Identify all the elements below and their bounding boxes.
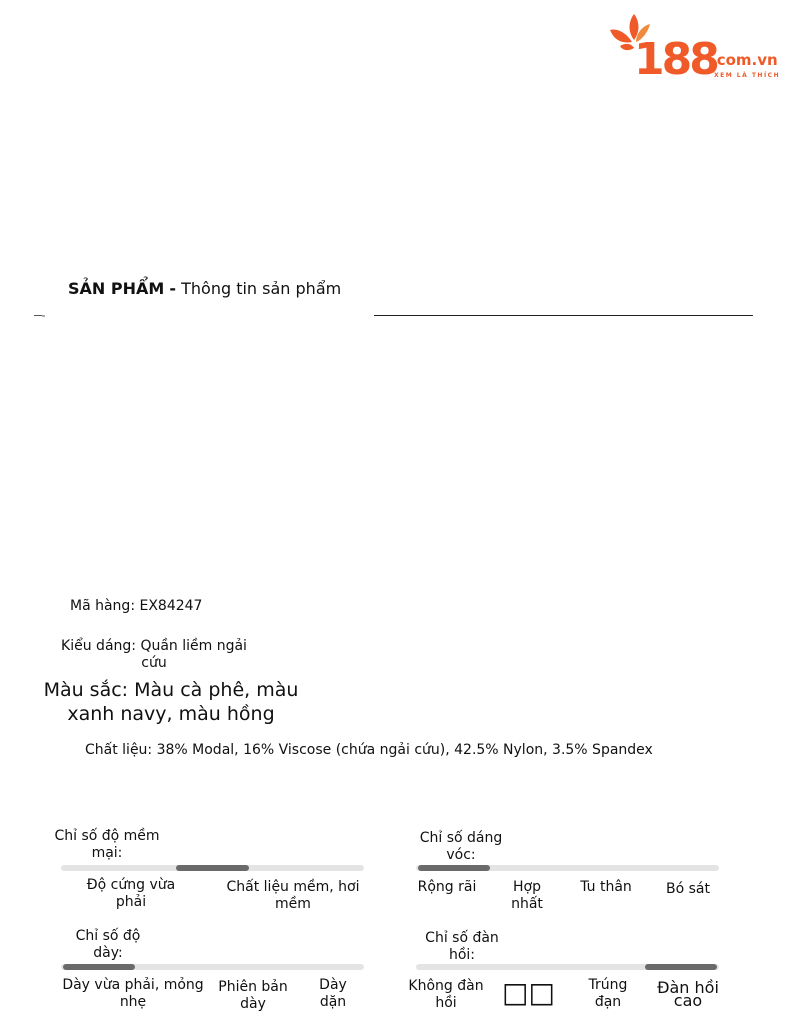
- elasticity-meter-track: [416, 964, 719, 970]
- elasticity-label-2: □□: [502, 976, 555, 1009]
- elasticity-meter-title: Chỉ số đàn hồi:: [425, 930, 499, 963]
- section-divider: [374, 315, 753, 316]
- softness-label-2: Chất liệu mềm, hơi mềm: [226, 879, 360, 912]
- elasticity-label-4: Đàn hồi cao: [657, 978, 719, 1010]
- site-logo[interactable]: [606, 12, 782, 84]
- section-marker-icon: [34, 314, 46, 317]
- thickness-meter-fill: [63, 964, 136, 970]
- elasticity-label-1: Không đàn hồi: [408, 978, 484, 1011]
- elasticity-meter-fill: [645, 964, 718, 970]
- fit-meter-fill: [418, 865, 491, 871]
- softness-meter-track: [61, 865, 364, 871]
- product-sku: Mã hàng: EX84247: [70, 598, 203, 614]
- softness-meter-title: Chỉ số độ mềm mại:: [54, 828, 160, 861]
- softness-label-1: Độ cứng vừa phải: [86, 877, 176, 910]
- thickness-meter-title: Chỉ số độ dày:: [75, 928, 141, 961]
- fit-label-3: Tu thân: [580, 879, 632, 895]
- fit-meter-title: Chỉ số dáng vóc:: [419, 830, 503, 863]
- thickness-label-1: Dày vừa phải, mỏng nhẹ: [62, 977, 204, 1010]
- section-separator: -: [169, 279, 177, 298]
- product-color: Màu sắc: Màu cà phê, màu xanh navy, màu hồng: [43, 679, 299, 725]
- product-material: Chất liệu: 38% Modal, 16% Viscose (chứa ngải cứu), 42.5% Nylon, 3.5% Spandex: [85, 742, 653, 758]
- logo-number: 188: [634, 34, 717, 85]
- section-heading: [68, 279, 341, 299]
- product-style: Kiểu dáng: Quần liềm ngải cứu: [61, 638, 247, 671]
- thickness-meter-track: [61, 964, 364, 970]
- fit-label-1: Rộng rãi: [417, 879, 477, 895]
- thickness-label-2: Phiên bản dày: [218, 979, 288, 1012]
- logo-tagline: XEM LÀ THÍCH: [714, 72, 781, 79]
- fit-label-2: Hợp nhất: [511, 879, 543, 912]
- fit-label-4: Bó sát: [666, 881, 710, 897]
- section-title: Thông tin sản phẩm: [181, 279, 342, 298]
- section-label: SẢN PHẨM: [68, 279, 165, 298]
- thickness-label-3: Dày dặn: [319, 977, 347, 1010]
- fit-meter-track: [416, 865, 719, 871]
- logo-domain: .com.vn: [711, 51, 778, 69]
- softness-meter-fill: [176, 865, 249, 871]
- elasticity-label-3: Trúng đạn: [588, 977, 628, 1010]
